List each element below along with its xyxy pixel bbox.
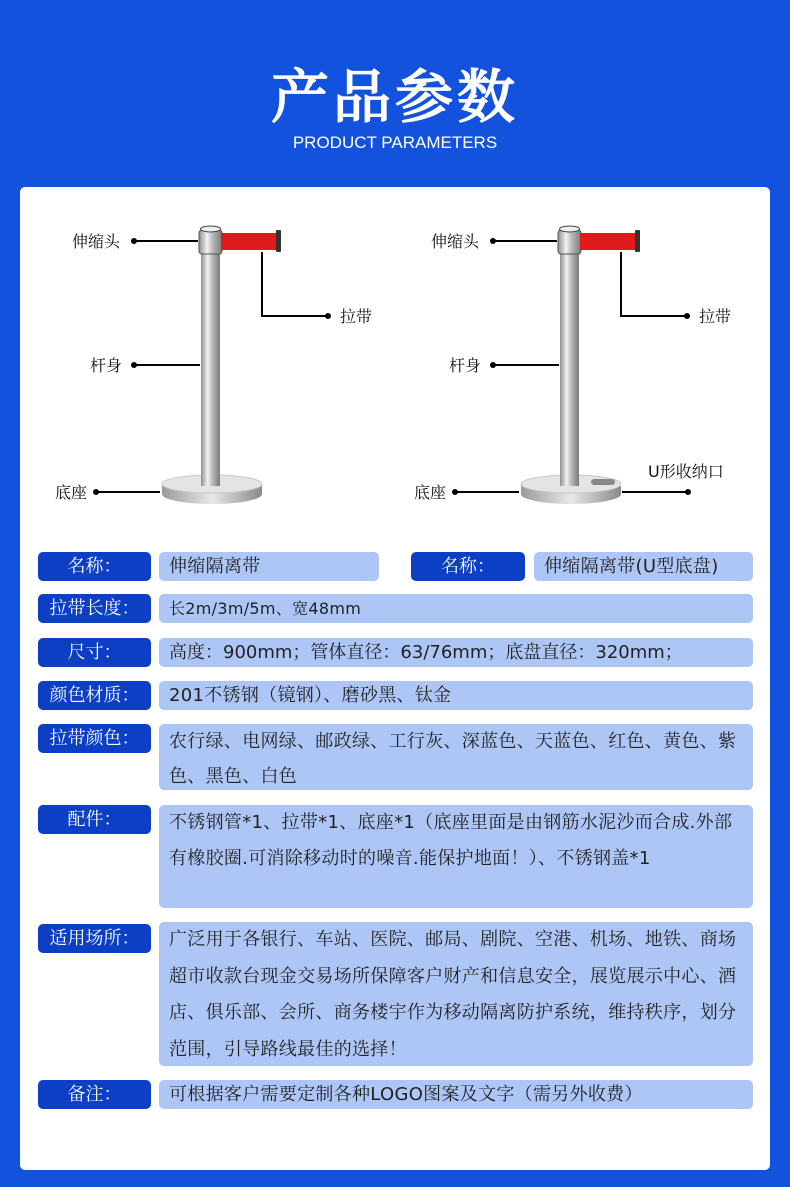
spec-label-note: 备注： — [38, 1080, 151, 1109]
spec-label-belt-colors: 拉带颜色： — [38, 724, 151, 753]
label-belt: 拉带 — [699, 307, 732, 326]
spec-value-note: 可根据客户需要定制各种LOGO图案及文字（需另外收费） — [159, 1080, 753, 1109]
spec-value-belt-length: 长2m/3m/5m、宽48mm — [159, 594, 753, 623]
product-diagram — [0, 187, 790, 527]
spec-label-material: 颜色材质： — [38, 681, 151, 710]
callout-lines — [96, 241, 688, 492]
label-head: 伸缩头 — [72, 232, 121, 251]
label-head: 伸缩头 — [431, 232, 480, 251]
spec-value-usage: 广泛用于各银行、车站、医院、邮局、剧院、空港、机场、地铁、商场超市收款台现金交易场所保障客户财产和信息安全，展览展示中心、酒店、俱乐部、会所、商务楼宇作为移动隔离防护系统，维持秩序，划分范围，引导路线最佳的选择！ — [159, 922, 753, 1066]
label-belt: 拉带 — [340, 307, 373, 326]
page-subtitle: PRODUCT PARAMETERS — [292, 133, 498, 152]
spec-label-accessories: 配件： — [38, 805, 151, 834]
callout-dots — [93, 238, 691, 495]
label-pole: 杆身 — [449, 356, 482, 375]
label-base: 底座 — [55, 483, 88, 502]
label-u-slot: U形收纳口 — [648, 462, 724, 481]
spec-value-size: 高度：900mm；管体直径：63/76mm；底盘直径：320mm； — [159, 638, 753, 667]
spec-value-name-u: 伸缩隔离带(U型底盘) — [534, 552, 753, 581]
spec-label-belt-length: 拉带长度： — [38, 594, 151, 623]
spec-value-accessories: 不锈钢管*1、拉带*1、底座*1（底座里面是由钢筋水泥沙而合成.外部有橡胶圈.可消除移动时的噪音.能保护地面！）、不锈钢盖*1 — [159, 805, 753, 908]
spec-value-material: 201不锈钢（镜钢）、磨砂黑、钛金 — [159, 681, 753, 710]
page-title: 产品参数 — [270, 63, 519, 131]
spec-label-size: 尺寸： — [38, 638, 151, 667]
label-base: 底座 — [414, 483, 447, 502]
label-pole: 杆身 — [90, 356, 123, 375]
spec-value-name: 伸缩隔离带 — [159, 552, 379, 581]
spec-value-belt-colors: 农行绿、电网绿、邮政绿、工行灰、深蓝色、天蓝色、红色、黄色、紫色、黑色、白色 — [159, 724, 753, 790]
spec-label-name-u: 名称： — [411, 552, 525, 581]
spec-label-usage: 适用场所： — [38, 924, 151, 953]
spec-label-name: 名称： — [38, 552, 151, 581]
